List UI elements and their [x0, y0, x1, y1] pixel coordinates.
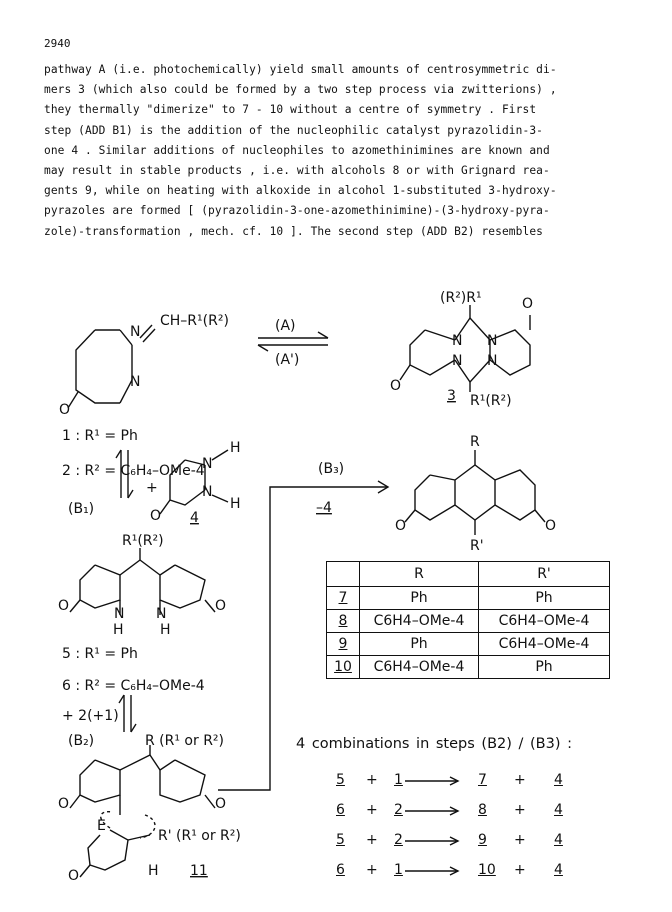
combo-b: 2	[394, 802, 403, 818]
combo-b: 1	[394, 772, 403, 788]
atom-label: O	[395, 518, 407, 534]
combo-a: 6	[336, 802, 345, 818]
text-line: pathway A (i.e. photochemically) yield small amounts of centrosymmetric di-	[44, 63, 557, 76]
product-R: R	[470, 434, 480, 450]
combo-c: 8	[478, 802, 487, 818]
combo-d: 4	[554, 802, 563, 818]
table-cell: C6H4–OMe-4	[360, 610, 479, 633]
text-line: gents 9, while on heating with alkoxide in alcohol 1-substituted 3-hydroxy-	[44, 184, 557, 198]
table-cell: C6H4–OMe-4	[360, 656, 479, 679]
text-line: step (ADD B1) is the addition of the nucleophilic catalyst pyrazolidin-3-	[44, 123, 543, 137]
text-line: mers 3 (which also could be formed by a two step process via zwitterions) ,	[44, 83, 557, 97]
compound-11-label: 11	[190, 863, 208, 879]
table-header-row	[327, 562, 610, 587]
table-cell: C6H4–OMe-4	[479, 610, 610, 633]
atom-label: N	[130, 324, 141, 340]
label-compound-1: 1 : R¹ = Ph	[62, 428, 138, 444]
combo-a: 5	[336, 832, 345, 848]
atom-label: O	[215, 796, 227, 812]
atom-label: N	[452, 353, 463, 369]
text-line: pyrazoles are formed [ (pyrazolidin-3-one-azomethinimine)-(3-hydroxy-pyra-	[44, 204, 550, 218]
arrow-label-A: (A)	[275, 318, 296, 334]
combo-d: 4	[554, 832, 563, 848]
table-row	[327, 633, 610, 656]
intermediate-side-substituent: R' (R¹ or R²)	[158, 828, 241, 844]
table-cell: 10	[327, 656, 360, 679]
atom-label: H	[230, 440, 241, 456]
atom-label: O	[150, 508, 162, 524]
plus-sign: +	[146, 480, 158, 496]
table-header: R'	[479, 562, 610, 587]
start-substituent: CH–R¹(R²)	[160, 313, 229, 329]
combo-d: 4	[554, 862, 563, 878]
combo-b: 1	[394, 862, 403, 878]
text-line: zole)-transformation , mech. cf. 10 ]. The second step (ADD B2) resembles	[44, 224, 543, 238]
step-B1-label: (B₁)	[68, 501, 95, 517]
table-cell: 8	[327, 610, 360, 633]
product-R-prime: R'	[470, 538, 484, 554]
table-header	[327, 562, 360, 587]
combo-plus: +	[514, 772, 526, 788]
combo-a: 5	[336, 772, 345, 788]
combo-plus: +	[514, 802, 526, 818]
text-line: may result in stable products , i.e. with alcohols 8 or with Grignard rea-	[44, 164, 550, 178]
atom-label: H	[113, 622, 124, 638]
text-line: they thermally "dimerize" to 7 - 10 without a centre of symmetry . First	[44, 103, 537, 117]
atom-label: O	[545, 518, 557, 534]
page-number: 2940	[44, 37, 71, 50]
atom-label: H	[148, 863, 159, 879]
minus-4-label: –4	[316, 500, 332, 516]
E-label: E	[97, 818, 106, 834]
combo-a: 6	[336, 862, 345, 878]
step-B3-label: (B₃)	[318, 461, 345, 477]
atom-label: N	[114, 606, 125, 622]
compound-4-label: 4	[190, 510, 199, 526]
combo-c: 10	[478, 862, 496, 878]
intermediate-top-substituent: R (R¹ or R²)	[145, 733, 225, 749]
step-B2-label: (B₂)	[68, 733, 95, 749]
combo-plus: +	[366, 802, 378, 818]
table-cell: Ph	[479, 656, 610, 679]
combo-plus: +	[514, 862, 526, 878]
atom-label: N	[202, 484, 213, 500]
table-cell: Ph	[360, 587, 479, 610]
atom-label: H	[230, 496, 241, 512]
table-row	[327, 587, 610, 610]
atom-label: N	[156, 606, 167, 622]
atom-label: N	[487, 353, 498, 369]
combo-plus: +	[366, 862, 378, 878]
atom-label: O	[522, 296, 534, 312]
label-compound-2: 2 : R² = C₆H₄–OMe-4	[62, 463, 205, 479]
plus-2-label: + 2(+1)	[62, 708, 119, 724]
combo-c: 7	[478, 772, 487, 788]
atom-label: O	[68, 868, 80, 884]
combo-b: 2	[394, 832, 403, 848]
table-cell: 9	[327, 633, 360, 656]
dimer-bottom-substituent: R¹(R²)	[470, 393, 512, 409]
adduct-substituent: R¹(R²)	[122, 533, 164, 549]
atom-label: O	[58, 796, 70, 812]
combo-plus: +	[514, 832, 526, 848]
atom-label: N	[452, 333, 463, 349]
table-cell: Ph	[479, 587, 610, 610]
compound-3-label: 3	[447, 388, 456, 404]
atom-label: O	[58, 598, 70, 614]
atom-label: N	[202, 456, 213, 472]
atom-label: N	[130, 374, 141, 390]
combinations-title: 4 combinations in steps (B2) / (B3) :	[296, 736, 572, 752]
substituent-table	[326, 561, 610, 679]
table-cell: 7	[327, 587, 360, 610]
label-compound-5: 5 : R¹ = Ph	[62, 646, 138, 662]
atom-label: O	[390, 378, 402, 394]
atom-label: H	[160, 622, 171, 638]
combo-plus: +	[366, 832, 378, 848]
dimer-top-substituent: (R²)R¹	[440, 290, 482, 306]
table-row	[327, 656, 610, 679]
table-row	[327, 610, 610, 633]
table-header: R	[360, 562, 479, 587]
label-compound-6: 6 : R² = C₆H₄–OMe-4	[62, 678, 205, 694]
combo-d: 4	[554, 772, 563, 788]
arrow-label-A-prime: (A')	[275, 352, 300, 368]
table-cell: C6H4–OMe-4	[479, 633, 610, 656]
atom-label: N	[487, 333, 498, 349]
table-cell: Ph	[360, 633, 479, 656]
atom-label: O	[215, 598, 227, 614]
atom-label: O	[59, 402, 71, 418]
text-line: one 4 . Similar additions of nucleophiles to azomethinimines are known and	[44, 143, 550, 157]
combo-c: 9	[478, 832, 487, 848]
combo-plus: +	[366, 772, 378, 788]
